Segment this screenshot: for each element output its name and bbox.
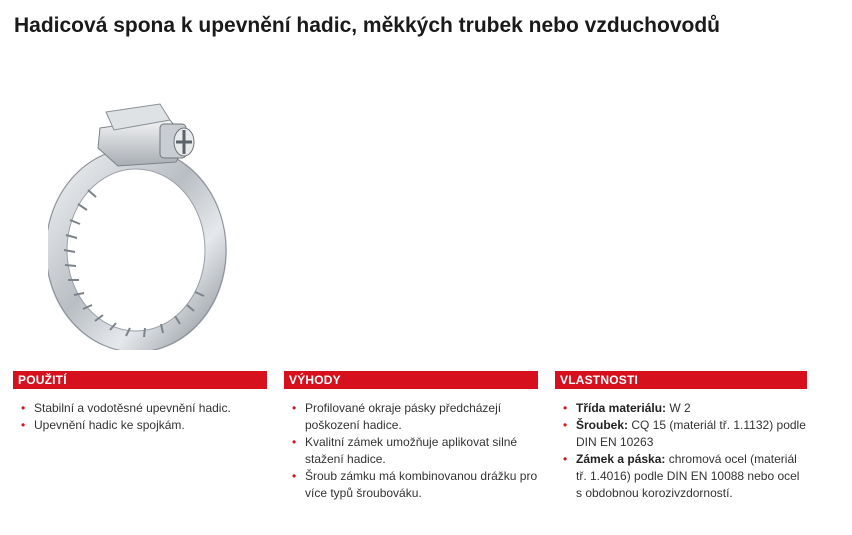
advantages-list [284, 400, 538, 502]
bullet-icon: • [292, 435, 297, 449]
bullet-icon: • [563, 401, 568, 415]
list-item [555, 417, 807, 451]
property-value: W 2 [669, 401, 691, 415]
bullet-icon: • [21, 418, 26, 432]
advantages-section [284, 371, 538, 502]
properties-header: VLASTNOSTI [555, 371, 807, 389]
advantages-header: VÝHODY [284, 371, 538, 389]
usage-header: POUŽITÍ [13, 371, 267, 389]
list-item: • Upevnění hadic ke spojkám. [21, 418, 185, 432]
bullet-icon: • [292, 469, 297, 483]
list-item: • Kvalitní zámek umožňuje aplikovat silné stažení hadice. [292, 435, 518, 466]
list-item: • Profilované okraje pásky předcházejí poškození hadice. [292, 401, 502, 432]
properties-section [555, 371, 807, 502]
list-item: • Šroub zámku má kombinovanou drážku pro více typů šroubováku. [292, 469, 538, 500]
property-label: Třída materiálu: [576, 401, 667, 415]
list-item [555, 451, 807, 502]
list-item [555, 400, 807, 417]
property-value: chromová ocel (materiál tř. 1.4016) podle DIN EN 10088 nebo ocel s obdobnou korozivzdorností. [576, 452, 800, 500]
bullet-icon: • [21, 401, 26, 415]
usage-list [13, 400, 267, 434]
usage-section [13, 371, 267, 434]
list-item: • Stabilní a vodotěsné upevnění hadic. [21, 401, 231, 415]
property-label: Zámek a páska: [576, 452, 666, 466]
properties-list [555, 400, 807, 502]
page-title: Hadicová spona k upevnění hadic, měkkých trubek nebo vzduchovodů [14, 14, 721, 37]
bullet-icon: • [563, 418, 568, 432]
bullet-icon: • [292, 401, 297, 415]
property-value: CQ 15 (materiál tř. 1.1132) podle DIN EN 10263 [576, 418, 806, 449]
hose-clamp-image [48, 100, 238, 350]
bullet-icon: • [563, 452, 568, 466]
property-label: Šroubek: [576, 418, 629, 432]
